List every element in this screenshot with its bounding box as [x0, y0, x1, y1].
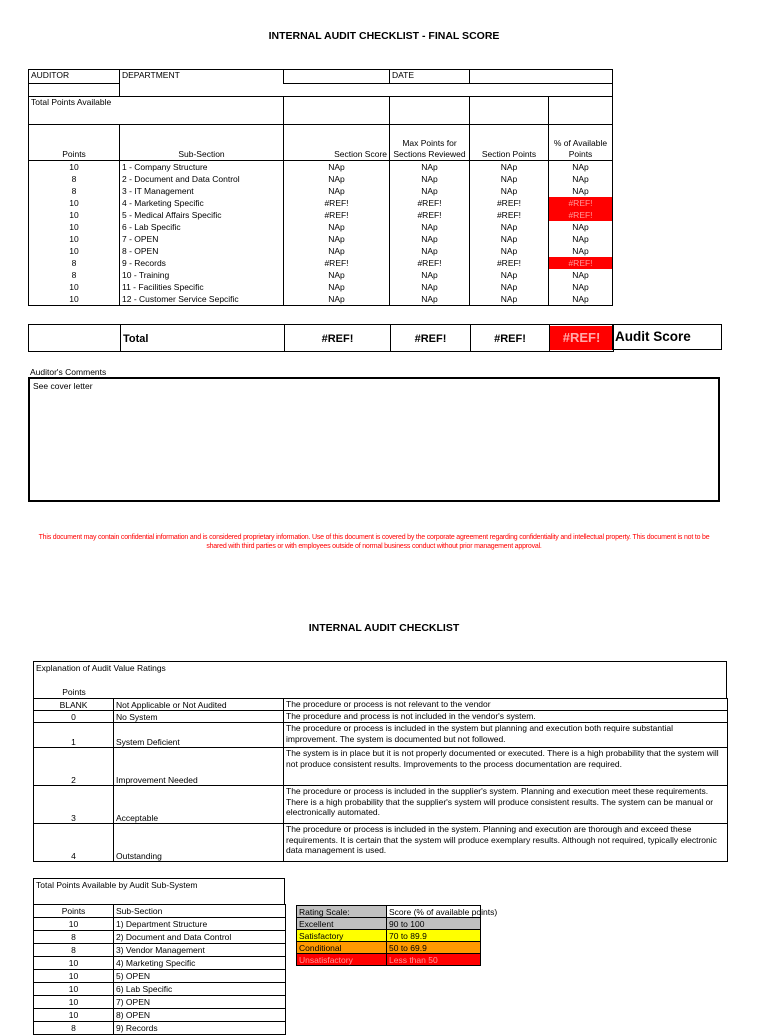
- subsystem-row: [34, 918, 286, 931]
- row-section-score: NAp: [284, 173, 390, 185]
- row-max-points: #REF!: [390, 197, 470, 209]
- row-max-points: NAp: [390, 221, 470, 233]
- row-pct-available: NAp: [549, 173, 613, 185]
- row-max-points: NAp: [390, 245, 470, 257]
- row-max-points: NAp: [390, 281, 470, 293]
- row-max-points: NAp: [390, 161, 470, 174]
- subsystem-points: 8: [34, 944, 114, 957]
- scale-score: 90 to 100: [387, 918, 481, 930]
- department-value[interactable]: [284, 70, 390, 84]
- row-section-score: #REF!: [284, 257, 390, 269]
- subsystem-row: [34, 983, 286, 996]
- rating-points: 0: [34, 711, 114, 723]
- max-points-header: Max Points for Sections Reviewed: [390, 125, 470, 161]
- rating-row: [34, 786, 728, 824]
- row-points: 10: [29, 209, 120, 221]
- row-section-points: NAp: [470, 281, 549, 293]
- final-score-title: INTERNAL AUDIT CHECKLIST - FINAL SCORE: [268, 30, 500, 42]
- scale-row: [297, 930, 481, 942]
- rating-name: System Deficient: [114, 723, 284, 748]
- subsystem-name: 9) Records: [114, 1022, 286, 1035]
- scale-rating: Conditional: [297, 942, 387, 954]
- scale-score: 50 to 69.9: [387, 942, 481, 954]
- row-section-points: NAp: [470, 245, 549, 257]
- row-section-score: NAp: [284, 161, 390, 174]
- confidentiality-disclaimer: This document may contain confidential information and is considered proprietary information. Use of this document is covered by the corporate agreement regarding confidentiality and intellectual property. This document is not to be shared with third parties or with employees outside of normal business conduct without prior management approval.: [38, 534, 710, 550]
- subsystem-name: 5) OPEN: [114, 970, 286, 983]
- row-section-score: NAp: [284, 221, 390, 233]
- row-section-points: NAp: [470, 293, 549, 306]
- subsystem-header: [33, 878, 285, 905]
- row-sub-section: 2 - Document and Data Control: [120, 173, 284, 185]
- row-pct-available: NAp: [549, 221, 613, 233]
- rating-scale-header: Rating Scale:: [297, 906, 387, 918]
- row-section-score: NAp: [284, 245, 390, 257]
- row-sub-section: 6 - Lab Specific: [120, 221, 284, 233]
- subsystem-points: 10: [34, 918, 114, 931]
- date-value[interactable]: [470, 70, 613, 84]
- row-section-score: NAp: [284, 269, 390, 281]
- rating-row: [34, 699, 728, 711]
- audit-score-label: Audit Score: [612, 324, 722, 350]
- rating-name: Outstanding: [114, 824, 284, 862]
- rating-points: BLANK: [34, 699, 114, 711]
- row-max-points: NAp: [390, 233, 470, 245]
- score-row: [29, 197, 613, 209]
- subsystem-points: 10: [34, 970, 114, 983]
- department-extra: [120, 84, 613, 97]
- subsystem-row: [34, 957, 286, 970]
- total-row: [28, 324, 614, 352]
- row-sub-section: 11 - Facilities Specific: [120, 281, 284, 293]
- comments-label: Auditor's Comments: [30, 367, 107, 377]
- score-row: [29, 281, 613, 293]
- row-section-score: #REF!: [284, 209, 390, 221]
- scale-row: [297, 942, 481, 954]
- pct-available-header: % of Available Points: [549, 125, 613, 161]
- total-label: Total: [123, 333, 149, 345]
- score-row: [29, 185, 613, 197]
- rating-points: 2: [34, 748, 114, 786]
- row-section-points: NAp: [470, 161, 549, 174]
- rating-points: 4: [34, 824, 114, 862]
- row-points: 8: [29, 185, 120, 197]
- scale-rating: Unsatisfactory: [297, 954, 387, 966]
- subsystem-name: 8) OPEN: [114, 1009, 286, 1022]
- scale-row: [297, 954, 481, 966]
- row-section-points: #REF!: [470, 257, 549, 269]
- score-row: [29, 173, 613, 185]
- subsystem-name: 1) Department Structure: [114, 918, 286, 931]
- subsystem-name: 3) Vendor Management: [114, 944, 286, 957]
- subsystem-points: 10: [34, 1009, 114, 1022]
- score-row: [29, 221, 613, 233]
- row-sub-section: 1 - Company Structure: [120, 161, 284, 174]
- row-sub-section: 10 - Training: [120, 269, 284, 281]
- total-section-score: #REF!: [321, 333, 354, 345]
- row-section-score: NAp: [284, 293, 390, 306]
- row-max-points: NAp: [390, 173, 470, 185]
- rating-row: [34, 748, 728, 786]
- rating-name: Acceptable: [114, 786, 284, 824]
- row-sub-section: 4 - Marketing Specific: [120, 197, 284, 209]
- row-pct-available: NAp: [549, 245, 613, 257]
- subsystem-name: 4) Marketing Specific: [114, 957, 286, 970]
- score-row: [29, 233, 613, 245]
- row-points: 10: [29, 245, 120, 257]
- row-sub-section: 7 - OPEN: [120, 233, 284, 245]
- row-points: 10: [29, 161, 120, 174]
- row-points: 8: [29, 173, 120, 185]
- subsystem-name: 2) Document and Data Control: [114, 931, 286, 944]
- subsystem-points: 8: [34, 931, 114, 944]
- row-pct-available: #REF!: [549, 257, 613, 269]
- subsystem-name: 6) Lab Specific: [114, 983, 286, 996]
- score-row: [29, 161, 613, 174]
- row-section-points: NAp: [470, 185, 549, 197]
- row-pct-available: NAp: [549, 281, 613, 293]
- subsystem-points: 10: [34, 957, 114, 970]
- department-label: DEPARTMENT: [120, 70, 284, 84]
- total-max-points: #REF!: [414, 333, 447, 345]
- row-section-points: NAp: [470, 221, 549, 233]
- rating-scale-table: [296, 905, 498, 966]
- row-points: 10: [29, 197, 120, 209]
- row-section-points: #REF!: [470, 209, 549, 221]
- ratings-table: [33, 698, 728, 862]
- section-score-header: Section Score: [284, 125, 390, 161]
- row-section-score: NAp: [284, 185, 390, 197]
- sub-section-header: Sub-Section: [120, 125, 284, 161]
- row-max-points: #REF!: [390, 209, 470, 221]
- rating-points: 1: [34, 723, 114, 748]
- subsystem-name: 7) OPEN: [114, 996, 286, 1009]
- final-score-table: [28, 69, 613, 306]
- row-pct-available: #REF!: [549, 209, 613, 221]
- ratings-points-header: Points: [62, 687, 86, 697]
- row-points: 10: [29, 293, 120, 306]
- explanation-header: [33, 661, 727, 699]
- row-sub-section: 9 - Records: [120, 257, 284, 269]
- subsystem-row: [34, 1022, 286, 1035]
- rating-row: [34, 711, 728, 723]
- row-pct-available: #REF!: [549, 197, 613, 209]
- row-max-points: NAp: [390, 269, 470, 281]
- row-pct-available: NAp: [549, 185, 613, 197]
- row-pct-available: NAp: [549, 161, 613, 174]
- subsystem-points: 10: [34, 983, 114, 996]
- auditor-label: AUDITOR: [29, 70, 120, 84]
- subsystem-row: [34, 931, 286, 944]
- rating-description: The procedure or process is included in the supplier's system. Planning and execution meet these requirements. There is a high probability that the supplier's system will produce consistent results. The system can be manual or electronically automated.: [284, 786, 728, 824]
- scale-rating: Excellent: [297, 918, 387, 930]
- row-max-points: NAp: [390, 293, 470, 306]
- rating-description: The procedure or process is included in the system but planning and execution both require substantial improvement. The system is documented but not followed.: [284, 723, 728, 748]
- row-points: 10: [29, 281, 120, 293]
- scale-score: Less than 50: [387, 954, 481, 966]
- row-section-score: NAp: [284, 281, 390, 293]
- total-section-points: #REF!: [494, 333, 526, 345]
- subsystem-points: 8: [34, 1022, 114, 1035]
- row-section-score: NAp: [284, 233, 390, 245]
- row-sub-section: 3 - IT Management: [120, 185, 284, 197]
- row-max-points: #REF!: [390, 257, 470, 269]
- subsystem-title: Total Points Available by Audit Sub-System: [36, 880, 198, 890]
- row-points: 10: [29, 233, 120, 245]
- subsystem-row: [34, 1009, 286, 1022]
- row-points: 8: [29, 269, 120, 281]
- row-points: 10: [29, 221, 120, 233]
- row-pct-available: NAp: [549, 269, 613, 281]
- subsystem-row: [34, 996, 286, 1009]
- row-sub-section: 5 - Medical Affairs Specific: [120, 209, 284, 221]
- auditor-value[interactable]: [29, 84, 120, 97]
- subsystem-row: [34, 944, 286, 957]
- row-pct-available: NAp: [549, 293, 613, 306]
- rating-description: The procedure or process is included in the system. Planning and execution are thorough and exceed these requirements. It is certain that the system will produce exemplary results. Although not required, typically electronic data management is used.: [284, 824, 728, 862]
- checklist-title: INTERNAL AUDIT CHECKLIST: [308, 622, 460, 634]
- row-max-points: NAp: [390, 185, 470, 197]
- date-label: DATE: [390, 70, 470, 84]
- explanation-title: Explanation of Audit Value Ratings: [36, 663, 166, 673]
- scale-score: 70 to 89.9: [387, 930, 481, 942]
- rating-row: [34, 824, 728, 862]
- total-pct-cell: #REF!: [550, 326, 613, 350]
- points-header: Points: [29, 125, 120, 161]
- row-section-points: NAp: [470, 233, 549, 245]
- score-scale-header: Score (% of available points): [387, 906, 481, 918]
- rating-description: The procedure and process is not included in the vendor's system.: [284, 711, 728, 723]
- scale-row: [297, 918, 481, 930]
- score-row: [29, 209, 613, 221]
- comments-box[interactable]: [28, 377, 720, 502]
- row-section-points: NAp: [470, 173, 549, 185]
- row-pct-available: NAp: [549, 233, 613, 245]
- subsystem-points: 10: [34, 996, 114, 1009]
- scale-rating: Satisfactory: [297, 930, 387, 942]
- rating-description: The procedure or process is not relevant to the vendor: [284, 699, 728, 711]
- row-section-points: #REF!: [470, 197, 549, 209]
- total-points-available-label: Total Points Available: [29, 97, 284, 125]
- row-points: 8: [29, 257, 120, 269]
- subsystem-points-header: Points: [34, 905, 114, 918]
- score-row: [29, 245, 613, 257]
- subsystem-table: [33, 904, 286, 1035]
- rating-name: Not Applicable or Not Audited: [114, 699, 284, 711]
- row-sub-section: 8 - OPEN: [120, 245, 284, 257]
- score-row: [29, 293, 613, 306]
- rating-name: No System: [114, 711, 284, 723]
- section-points-header: Section Points: [470, 125, 549, 161]
- subsystem-row: [34, 970, 286, 983]
- comments-text: See cover letter: [33, 381, 93, 391]
- row-sub-section: 12 - Customer Service Sepcific: [120, 293, 284, 306]
- score-row: [29, 269, 613, 281]
- rating-description: The system is in place but it is not properly documented or executed. There is a high probability that the system will not produce consistent results. Improvements to the process documentation are required.: [284, 748, 728, 786]
- row-section-points: NAp: [470, 269, 549, 281]
- rating-name: Improvement Needed: [114, 748, 284, 786]
- subsystem-sub-header: Sub-Section: [114, 905, 286, 918]
- rating-row: [34, 723, 728, 748]
- row-section-score: #REF!: [284, 197, 390, 209]
- rating-points: 3: [34, 786, 114, 824]
- score-row: [29, 257, 613, 269]
